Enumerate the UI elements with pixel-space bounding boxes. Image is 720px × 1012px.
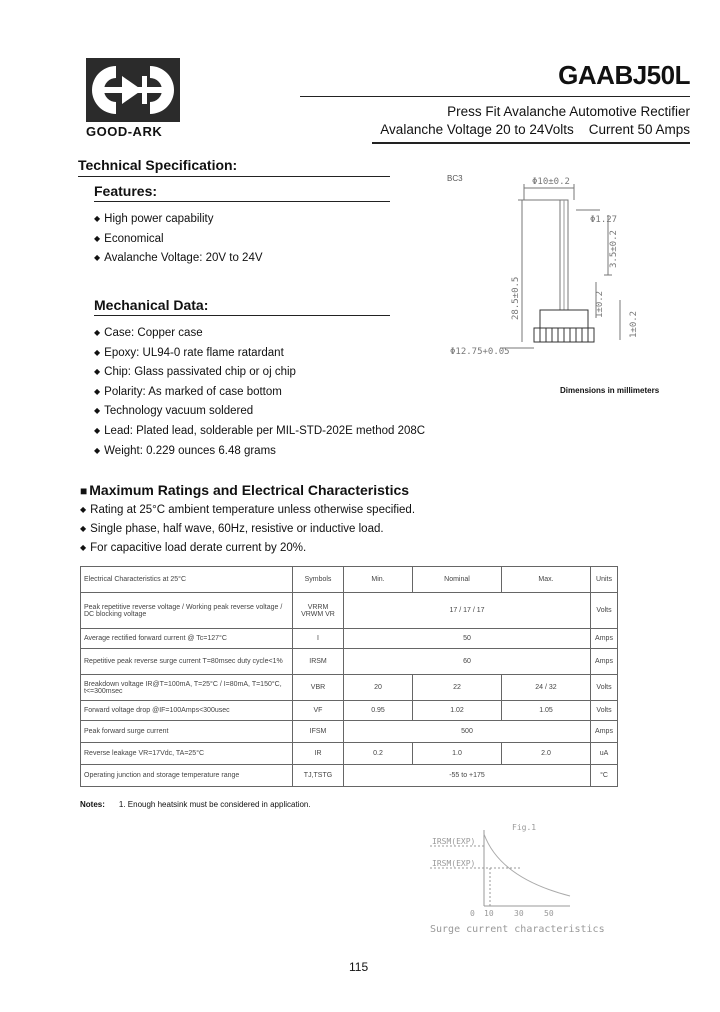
logo bbox=[86, 58, 180, 122]
symbol-cell: IRSM bbox=[293, 649, 344, 675]
fig-tick: 0 bbox=[470, 909, 475, 918]
param-cell: Repetitive peak reverse surge current T=80msec duty cycle<1% bbox=[81, 649, 293, 675]
unit-cell: Volts bbox=[591, 675, 618, 701]
list-item: ◆ High power capability bbox=[94, 210, 263, 230]
param-cell: Operating junction and storage temperature range bbox=[81, 765, 293, 787]
features-list bbox=[94, 210, 263, 269]
value-cell: 50 bbox=[344, 629, 591, 649]
surge-figure bbox=[420, 818, 630, 940]
list-item: ◆ Technology vacuum soldered bbox=[94, 402, 425, 422]
tech-spec-heading: Technical Specification: bbox=[78, 157, 238, 173]
ratings-notes bbox=[80, 501, 415, 558]
table-row bbox=[81, 701, 618, 721]
page-number: 115 bbox=[349, 960, 369, 974]
symbol-cell: I bbox=[293, 629, 344, 649]
symbol-cell: TJ,TSTG bbox=[293, 765, 344, 787]
dim-length-label: 28.5±0.5 bbox=[511, 276, 521, 320]
dim-case-label: 1±0.2 bbox=[629, 310, 639, 338]
table-header: Nominal bbox=[413, 567, 502, 593]
unit-cell: Volts bbox=[591, 701, 618, 721]
fig-label-a: IRSM(EXP) bbox=[432, 837, 476, 846]
ratings-heading: ■ Maximum Ratings and Electrical Characteristics bbox=[80, 482, 409, 498]
value-cell: 500 bbox=[344, 721, 591, 743]
param-cell: Peak repetitive reverse voltage / Working peak reverse voltage / DC blocking voltage bbox=[81, 593, 293, 629]
fig-caption: Surge current characteristics bbox=[430, 924, 605, 935]
package-drawing bbox=[440, 170, 660, 370]
fig-tick: 30 bbox=[514, 909, 524, 918]
unit-cell: °C bbox=[591, 765, 618, 787]
unit-cell: uA bbox=[591, 743, 618, 765]
list-item: ◆ Lead: Plated lead, solderable per MIL-STD-202E method 208C bbox=[94, 422, 425, 442]
list-item: ◆ Single phase, half wave, 60Hz, resistive or inductive load. bbox=[80, 520, 415, 539]
package-code: BC3 bbox=[447, 174, 463, 183]
list-item: ◆ For capacitive load derate current by 20%. bbox=[80, 539, 415, 558]
table-row bbox=[81, 765, 618, 787]
list-item: ◆ Polarity: As marked of case bottom bbox=[94, 383, 425, 403]
param-cell: Breakdown voltage IR@T=100mA, T=25°C / I=80mA, T=150°C, t<=300msec bbox=[81, 675, 293, 701]
dim-top-label: Φ10±0.2 bbox=[532, 177, 570, 187]
brand-name: GOOD-ARK bbox=[86, 124, 163, 139]
table-row bbox=[81, 675, 618, 701]
unit-cell: Amps bbox=[591, 649, 618, 675]
symbol-cell: IR bbox=[293, 743, 344, 765]
symbol-cell: IFSM bbox=[293, 721, 344, 743]
max-cell: 2.0 bbox=[502, 743, 591, 765]
table-row bbox=[81, 629, 618, 649]
unit-cell: Volts bbox=[591, 593, 618, 629]
notes-text: 1. Enough heatsink must be considered in application. bbox=[118, 800, 311, 809]
list-item: ◆ Avalanche Voltage: 20V to 24V bbox=[94, 249, 263, 269]
min-cell: 20 bbox=[344, 675, 413, 701]
nom-cell: 1.02 bbox=[413, 701, 502, 721]
part-number: GAABJ50L bbox=[558, 60, 690, 90]
mechanical-rule bbox=[94, 315, 390, 316]
table-header: Min. bbox=[344, 567, 413, 593]
param-cell: Forward voltage drop @IF=100Amps<300usec bbox=[81, 701, 293, 721]
symbol-cell: VF bbox=[293, 701, 344, 721]
unit-cell: Amps bbox=[591, 721, 618, 743]
dim-small-label: 1±0.2 bbox=[595, 290, 605, 318]
nom-cell: 22 bbox=[413, 675, 502, 701]
tech-spec-rule bbox=[78, 176, 390, 177]
subtitle-line-1: Press Fit Avalanche Automotive Rectifier bbox=[447, 104, 690, 119]
diode-logo-icon bbox=[86, 58, 180, 122]
table-header: Max. bbox=[502, 567, 591, 593]
table-row bbox=[81, 721, 618, 743]
list-item: ◆ Economical bbox=[94, 230, 263, 250]
table-header: Units bbox=[591, 567, 618, 593]
notes-label: Notes: bbox=[80, 800, 105, 809]
fig-tick: 10 bbox=[484, 909, 494, 918]
list-item: ◆ Weight: 0.229 ounces 6.48 grams bbox=[94, 442, 425, 462]
list-item: ◆ Chip: Glass passivated chip or oj chip bbox=[94, 363, 425, 383]
dim-upper-label: 3.5±0.2 bbox=[609, 230, 619, 268]
param-cell: Peak forward surge current bbox=[81, 721, 293, 743]
value-cell: -55 to +175 bbox=[344, 765, 591, 787]
param-cell: Reverse leakage VR=17Vdc, TA=25°C bbox=[81, 743, 293, 765]
list-item: ◆ Rating at 25°C ambient temperature unless otherwise specified. bbox=[80, 501, 415, 520]
param-cell: Average rectified forward current @ Tc=127°C bbox=[81, 629, 293, 649]
notes bbox=[80, 800, 311, 809]
min-cell: 0.95 bbox=[344, 701, 413, 721]
list-item: ◆ Epoxy: UL94-0 rate flame ratardant bbox=[94, 344, 425, 364]
table-header: Electrical Characteristics at 25°C bbox=[81, 567, 293, 593]
value-cell: 60 bbox=[344, 649, 591, 675]
table-row bbox=[81, 593, 618, 629]
dim-lead-label: Φ1.27 bbox=[590, 215, 618, 225]
mechanical-heading: Mechanical Data: bbox=[94, 297, 209, 313]
table-row bbox=[81, 743, 618, 765]
mechanical-list bbox=[94, 324, 425, 461]
list-item: ◆ Case: Copper case bbox=[94, 324, 425, 344]
subtitle-line-2: Avalanche Voltage 20 to 24Volts Current 50 Amps bbox=[380, 122, 690, 137]
unit-cell: Amps bbox=[591, 629, 618, 649]
symbol-cell: VRRM VRWM VR bbox=[293, 593, 344, 629]
features-heading: Features: bbox=[94, 183, 158, 199]
table-header: Symbols bbox=[293, 567, 344, 593]
max-cell: 1.05 bbox=[502, 701, 591, 721]
dim-base-label: Φ12.75+0.05 bbox=[450, 347, 510, 357]
symbol-cell: VBR bbox=[293, 675, 344, 701]
header-rule bbox=[300, 96, 690, 97]
fig-title: Fig.1 bbox=[512, 823, 537, 832]
table-header-row bbox=[81, 567, 618, 593]
fig-tick: 50 bbox=[544, 909, 554, 918]
value-cell: 17 / 17 / 17 bbox=[344, 593, 591, 629]
nom-cell: 1.0 bbox=[413, 743, 502, 765]
subtitle-rule bbox=[372, 142, 690, 144]
spec-table bbox=[80, 566, 618, 787]
table-row bbox=[81, 649, 618, 675]
dimensions-caption: Dimensions in millimeters bbox=[560, 386, 660, 395]
min-cell: 0.2 bbox=[344, 743, 413, 765]
fig-label-b: IRSM(EXP) bbox=[432, 859, 476, 868]
max-cell: 24 / 32 bbox=[502, 675, 591, 701]
features-rule bbox=[94, 201, 390, 202]
